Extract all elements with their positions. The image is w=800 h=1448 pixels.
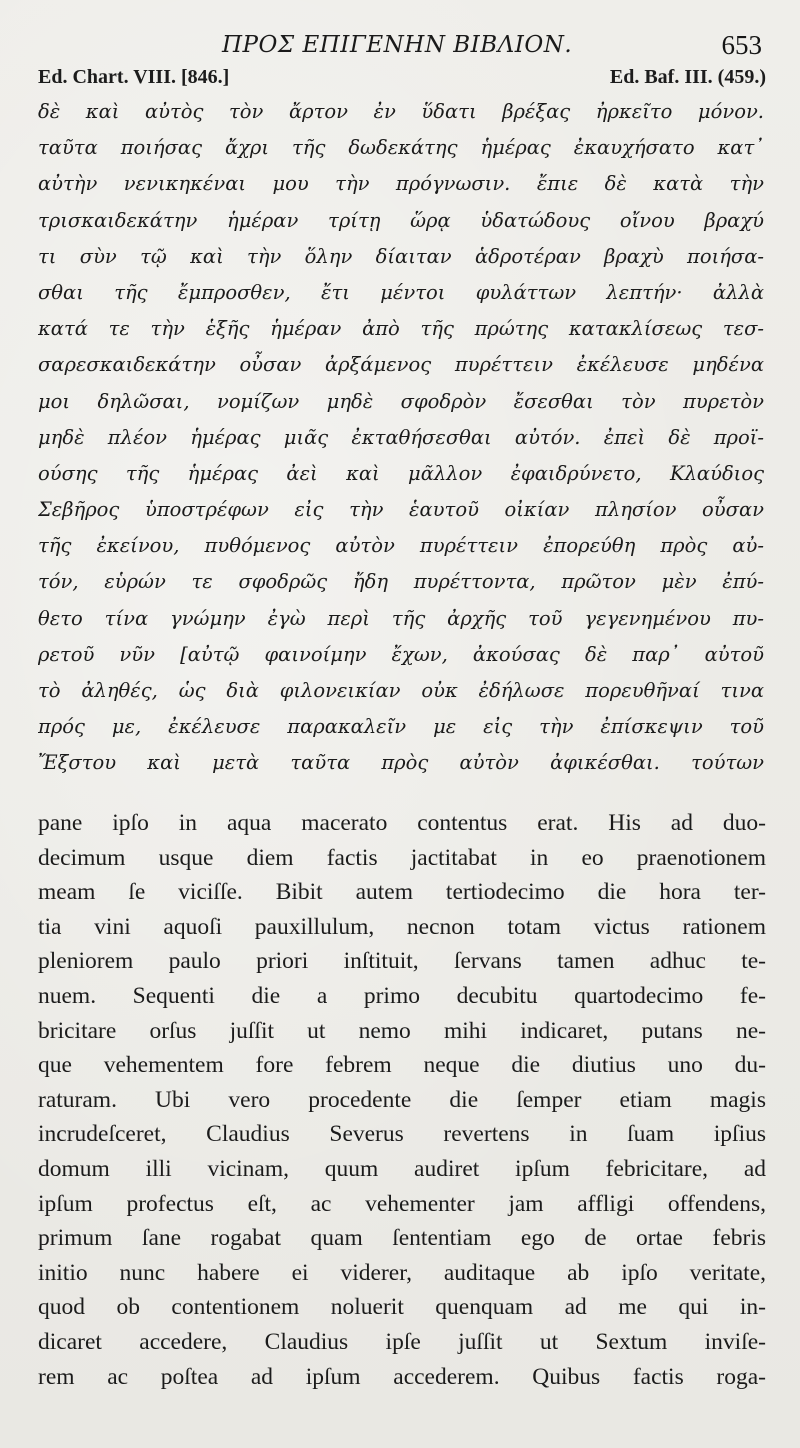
greek-text-line: κατά τε τὴν ἑξῆς ἡμέραν ἀπὸ τῆς πρώτης κατακλίσεως τεσ-: [38, 317, 764, 341]
running-head: [0, 30, 800, 66]
latin-text-line: ipſum profectus eſt, ac vehementer jam affligi offendens,: [38, 1190, 766, 1217]
latin-text-line: pleniorem paulo priori inſtituit, ſervans tamen adhuc te-: [38, 948, 766, 975]
greek-text-line: θετο τίνα γνώμην ἐγὼ περὶ τῆς ἀρχῆς τοῦ γεγενημένου πυ-: [38, 606, 764, 630]
latin-text-line: que vehementem fore febrem neque die diutius uno du-: [38, 1052, 766, 1079]
latin-text-line: incrudeſceret, Claudius Severus revertens in ſuam ipſius: [38, 1121, 766, 1148]
latin-text-line: decimum usque diem factis jactitabat in eo praenotionem: [38, 844, 766, 871]
greek-text-line: μηδὲ πλέον ἡμέρας μιᾶς ἐκταθήσεσθαι αὐτόν. ἐπεὶ δὲ προϊ-: [38, 425, 764, 449]
greek-text-block: [38, 94, 764, 782]
greek-text-line: αὐτὴν νενικηκέναι μου τὴν πρόγνωσιν. ἔπιε δὲ κατὰ τὴν: [38, 172, 764, 196]
latin-text-line: bricitare orſus juſſit ut nemo mihi indicaret, putans ne-: [38, 1017, 766, 1044]
page-number: 653: [721, 30, 762, 60]
latin-text-line: meam ſe viciſſe. Bibit autem tertiodecimo die hora ter-: [38, 879, 766, 906]
latin-text-line: domum illi vicinam, quum audiret ipſum febricitare, ad: [38, 1155, 766, 1182]
edition-reference-line: [0, 66, 800, 96]
latin-text-block: [38, 806, 766, 1394]
latin-text-line: tia vini aquoſi pauxillulum, necnon totam victus rationem: [38, 913, 766, 940]
greek-text-line: τόν, εὑρών τε σφοδρῶς ἤδη πυρέττοντα, πρῶτον μὲν ἐπύ-: [38, 570, 764, 594]
edition-reference-basel: Ed. Baf. III. (459.): [609, 66, 766, 88]
greek-text-line: πρός με, ἐκέλευσε παρακαλεῖν με εἰς τὴν ἐπίσκεψιν τοῦ: [38, 715, 764, 739]
latin-text-line: raturam. Ubi vero procedente die ſemper etiam magis: [38, 1086, 766, 1113]
greek-text-line: ούσης τῆς ἡμέρας ἀεὶ καὶ μᾶλλον ἐφαιδρύνετο, Κλαύδιος: [38, 461, 764, 485]
latin-text-line: quod ob contentionem noluerit quenquam ad me qui in-: [38, 1294, 766, 1321]
greek-text-line: μοι δηλῶσαι, νομίζων μηδὲ σφοδρὸν ἔσεσθαι τὸν πυρετὸν: [38, 389, 764, 413]
greek-text-line: Ἔξστου καὶ μετὰ ταῦτα πρὸς αὐτὸν ἀφικέσθαι. τούτων: [38, 751, 764, 775]
greek-text-line: τὸ ἀληθές, ὡς διὰ φιλονεικίαν οὐκ ἐδήλωσε πορευθῆναί τινα: [38, 679, 764, 702]
greek-text-line: σαρεσκαιδεκάτην οὖσαν ἀρξάμενος πυρέττειν ἐκέλευσε μηδένα: [38, 353, 764, 377]
greek-text-line: Σεβῆρος ὑποστρέφων εἰς τὴν ἑαυτοῦ οἰκίαν πλησίον οὖσαν: [38, 498, 764, 522]
running-title: ΠΡΟΣ ΕΠΙΓΕΝΗΝ ΒΙΒΛΙΟΝ.: [222, 32, 573, 58]
edition-reference-chartier: Ed. Chart. VIII. [846.]: [38, 66, 230, 88]
latin-text-line: pane ipſo in aqua macerato contentus erat. His ad duo-: [38, 810, 766, 836]
latin-text-line: nuem. Sequenti die a primo decubitu quartodecimo fe-: [38, 982, 766, 1009]
latin-text-line: dicaret accedere, Claudius ipſe juſſit ut Sextum inviſe-: [38, 1328, 766, 1355]
greek-text-line: ταῦτα ποιήσας ἄχρι τῆς δωδεκάτης ἡμέρας ἐκαυχήσατο κατ᾽: [38, 136, 764, 160]
latin-text-line: initio nunc habere ei viderer, auditaque ab ipſo veritate,: [38, 1259, 766, 1286]
greek-text-line: ρετοῦ νῦν [αὐτῷ φαινοίμην ἔχων, ἀκούσας δὲ παρ᾽ αὐτοῦ: [38, 642, 764, 666]
greek-text-line: δὲ καὶ αὐτὸς τὸν ἄρτον ἐν ὕδατι βρέξας ἠρκεῖτο μόνον.: [38, 100, 764, 123]
greek-text-line: τι σὺν τῷ καὶ τὴν ὅλην δίαιταν ἁδροτέραν βραχὺ ποιήσα-: [38, 244, 764, 268]
greek-text-line: τῆς ἐκείνου, πυθόμενος αὐτὸν πυρέττειν ἐπορεύθη πρὸς αὐ-: [38, 534, 764, 558]
latin-text-line: rem ac poſtea ad ipſum accederem. Quibus factis roga-: [38, 1363, 766, 1390]
greek-text-line: σθαι τῆς ἔμπροσθεν, ἔτι μέντοι φυλάττων λεπτήν· ἀλλὰ: [38, 280, 764, 304]
latin-text-line: primum ſane rogabat quam ſententiam ego de ortae febris: [38, 1225, 766, 1252]
greek-text-line: τρισκαιδεκάτην ἡμέραν τρίτῃ ὥρᾳ ὑδατώδους οἴνου βραχύ: [38, 208, 764, 232]
